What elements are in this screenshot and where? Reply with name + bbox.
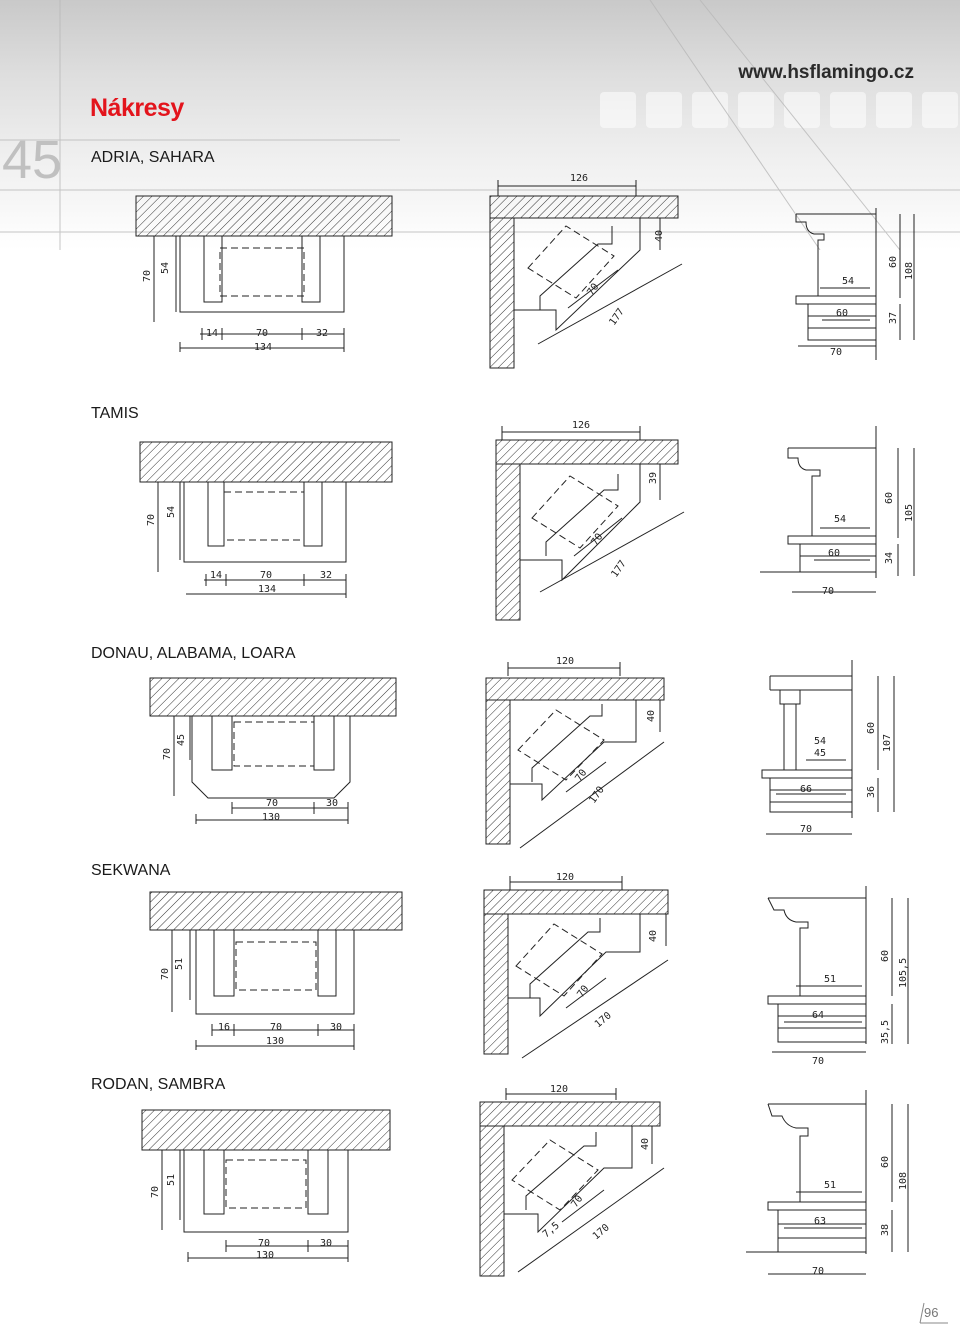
side-view-sekwana-labels	[812, 950, 909, 1067]
side-view-tamis	[760, 426, 914, 592]
svg-text:126: 126	[570, 173, 589, 184]
svg-text:107: 107	[882, 733, 893, 752]
svg-text:35,5: 35,5	[880, 1019, 891, 1044]
corner-view-tamis	[496, 426, 684, 620]
svg-text:32: 32	[316, 328, 329, 339]
svg-text:177: 177	[609, 558, 629, 580]
svg-text:70: 70	[822, 586, 835, 597]
svg-text:14: 14	[210, 570, 223, 581]
svg-text:70: 70	[800, 824, 813, 835]
svg-text:70: 70	[160, 967, 171, 980]
side-view-donau	[762, 660, 894, 834]
svg-text:37: 37	[888, 311, 899, 324]
svg-text:126: 126	[572, 420, 591, 431]
svg-text:54: 54	[160, 261, 171, 274]
svg-text:36: 36	[866, 785, 877, 798]
svg-text:70: 70	[150, 1185, 161, 1198]
svg-text:40: 40	[646, 709, 657, 722]
page-title: Nákresy	[90, 94, 184, 122]
svg-text:70: 70	[812, 1056, 825, 1067]
svg-text:64: 64	[812, 1010, 825, 1021]
svg-text:16: 16	[218, 1022, 231, 1033]
svg-text:45: 45	[176, 733, 187, 746]
svg-text:45: 45	[814, 748, 827, 759]
corner-view-donau	[486, 662, 664, 848]
svg-text:51: 51	[166, 1173, 177, 1186]
svg-text:54: 54	[166, 505, 177, 518]
svg-text:40: 40	[648, 929, 659, 942]
section-title-sekwana: SEKWANA	[91, 862, 171, 879]
svg-text:70: 70	[256, 328, 269, 339]
side-view-adria-labels	[830, 256, 915, 358]
svg-text:120: 120	[550, 1084, 569, 1095]
svg-text:63: 63	[814, 1216, 827, 1227]
svg-text:170: 170	[587, 784, 607, 806]
svg-text:70: 70	[260, 570, 273, 581]
svg-text:108: 108	[898, 1171, 909, 1190]
svg-text:54: 54	[834, 514, 847, 525]
svg-text:66: 66	[800, 784, 813, 795]
svg-text:39: 39	[648, 471, 659, 484]
svg-text:60: 60	[836, 308, 849, 319]
svg-text:70: 70	[573, 767, 590, 784]
svg-text:34: 34	[884, 551, 895, 564]
svg-text:70: 70	[258, 1238, 271, 1249]
svg-text:70: 70	[575, 983, 592, 1000]
website-url[interactable]: www.hsflamingo.cz	[738, 62, 914, 83]
svg-text:105: 105	[904, 503, 915, 522]
svg-text:51: 51	[174, 957, 185, 970]
section-title-tamis: TAMIS	[91, 405, 139, 422]
front-view-rodan-labels	[150, 1174, 332, 1261]
svg-text:70: 70	[589, 531, 606, 548]
svg-text:70: 70	[830, 347, 843, 358]
front-view-adria-labels	[142, 262, 328, 353]
svg-text:70: 70	[569, 1193, 586, 1210]
svg-text:70: 70	[146, 513, 157, 526]
svg-text:30: 30	[330, 1022, 343, 1033]
svg-text:60: 60	[880, 1155, 891, 1168]
section-title-donau: DONAU, ALABAMA, LOARA	[91, 645, 296, 662]
svg-text:130: 130	[256, 1250, 275, 1261]
svg-text:51: 51	[824, 1180, 837, 1191]
page-number: 96	[924, 1305, 939, 1320]
svg-text:14: 14	[206, 328, 219, 339]
svg-text:120: 120	[556, 872, 575, 883]
background-number: 45	[2, 130, 63, 190]
front-view-sekwana-labels	[160, 958, 342, 1047]
svg-text:51: 51	[824, 974, 837, 985]
svg-text:70: 70	[142, 269, 153, 282]
corner-view-adria	[490, 180, 682, 368]
svg-text:134: 134	[254, 342, 273, 353]
side-view-rodan-labels	[812, 1156, 909, 1277]
section-title-rodan: RODAN, SAMBRA	[91, 1076, 226, 1093]
svg-text:70: 70	[162, 747, 173, 760]
svg-text:70: 70	[266, 798, 279, 809]
svg-text:130: 130	[266, 1036, 285, 1047]
svg-text:32: 32	[320, 570, 333, 581]
svg-text:60: 60	[884, 491, 895, 504]
svg-text:30: 30	[326, 798, 339, 809]
svg-text:54: 54	[814, 736, 827, 747]
svg-text:177: 177	[607, 306, 627, 328]
front-view-donau-labels	[162, 734, 338, 823]
page-number-box	[912, 1302, 948, 1324]
svg-text:70: 70	[812, 1266, 825, 1277]
svg-text:134: 134	[258, 584, 277, 595]
svg-text:60: 60	[828, 548, 841, 559]
svg-text:120: 120	[556, 656, 575, 667]
svg-text:60: 60	[866, 721, 877, 734]
svg-text:70: 70	[270, 1022, 283, 1033]
corner-view-rodan	[480, 1088, 664, 1276]
svg-text:70: 70	[585, 281, 602, 298]
corner-view-sekwana	[484, 876, 668, 1058]
section-title-adria-sahara: ADRIA, SAHARA	[91, 149, 215, 166]
svg-text:40: 40	[640, 1137, 651, 1150]
svg-text:108: 108	[904, 261, 915, 280]
svg-text:38: 38	[880, 1223, 891, 1236]
svg-text:30: 30	[320, 1238, 333, 1249]
svg-text:40: 40	[654, 229, 665, 242]
svg-text:170: 170	[590, 1222, 612, 1243]
svg-text:60: 60	[880, 949, 891, 962]
svg-text:54: 54	[842, 276, 855, 287]
svg-text:130: 130	[262, 812, 281, 823]
side-view-adria	[796, 208, 914, 360]
svg-text:60: 60	[888, 255, 899, 268]
svg-text:7,5: 7,5	[540, 1220, 562, 1241]
svg-text:105,5: 105,5	[898, 957, 909, 988]
svg-text:170: 170	[592, 1010, 614, 1031]
